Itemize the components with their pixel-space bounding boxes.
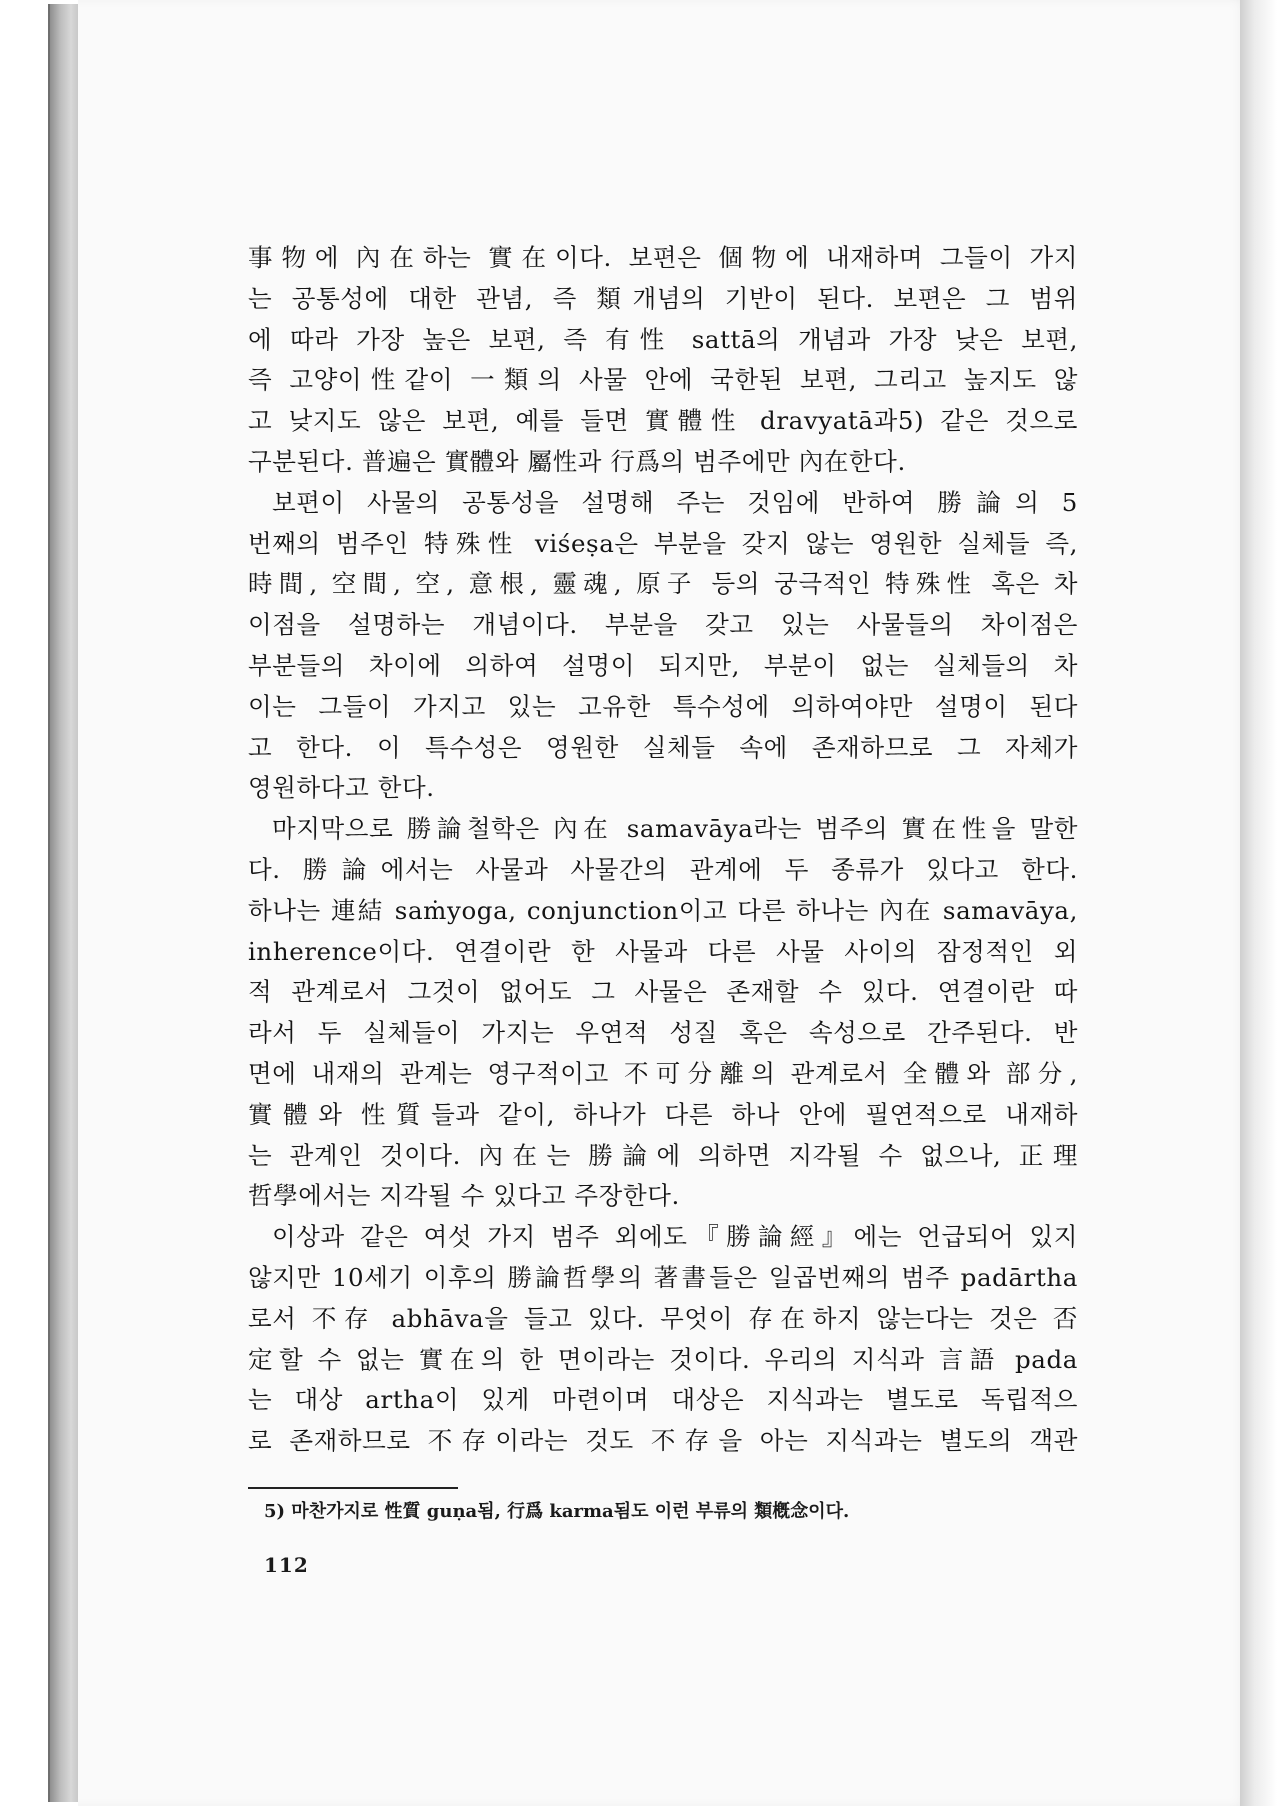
text-line: 事物에 內在하는 實在이다. 보편은 個物에 내재하며 그들이 가지 — [248, 243, 1078, 272]
text-line: 定할 수 없는 實在의 한 면이라는 것이다. 우리의 지식과 言語 pada — [248, 1344, 1078, 1374]
footnote: 5) 마찬가지로 性質 guṇa됨, 行爲 karma됨도 이런 부류의 類槪念이다. — [264, 1501, 850, 1522]
text-line: 는 관계인 것이다. 內在는 勝論에 의하면 지각될 수 없으나, 正理 — [248, 1140, 1078, 1170]
text-line: 다. 勝論에서는 사물과 사물간의 관계에 두 종류가 있다고 한다. — [248, 854, 1078, 884]
text-line: 實體와 性質들과 같이, 하나가 다른 하나 안에 필연적으로 내재하 — [248, 1099, 1078, 1129]
text-line: 하나는 連結 saṁyoga, conjunction이고 다른 하나는 內在 samavāya, — [248, 895, 1078, 925]
text-line: 이는 그들이 가지고 있는 고유한 특수성에 의하여야만 설명이 된다 — [248, 691, 1078, 721]
text-line: 번째의 범주인 特殊性 viśeṣa은 부분을 갖지 않는 영원한 실체들 즉, — [248, 528, 1078, 558]
text-line: 즉 고양이性같이 一類의 사물 안에 국한된 보편, 그리고 높지도 않 — [248, 365, 1078, 395]
text-line: 는 공통성에 대한 관념, 즉 類개념의 기반이 된다. 보편은 그 범위 — [248, 283, 1078, 313]
body-text — [248, 238, 1078, 1462]
text-line: 영원하다고 한다. — [248, 773, 435, 803]
text-line: inherence이다. 연결이란 한 사물과 다른 사물 사이의 잠정적인 외 — [248, 936, 1078, 966]
text-line: 이점을 설명하는 개념이다. 부분을 갖고 있는 사물들의 차이점은 — [248, 610, 1078, 640]
text-line: 마지막으로 勝論철학은 內在 samavāya라는 범주의 實在性을 말한 — [272, 814, 1078, 844]
text-line: 는 대상 artha이 있게 마련이며 대상은 지식과는 별도로 독립적으 — [248, 1385, 1078, 1415]
text-line: 적 관계로서 그것이 없어도 그 사물은 존재할 수 있다. 연결이란 따 — [248, 977, 1078, 1007]
text-line: 구분된다. 普遍은 實體와 屬性과 行爲의 범주에만 內在한다. — [248, 446, 906, 476]
book-spine-edge — [48, 4, 80, 1802]
text-line: 로서 不存 abhāva을 들고 있다. 무엇이 存在하지 않는다는 것은 否 — [248, 1303, 1078, 1333]
text-line: 고 낮지도 않은 보편, 예를 들면 實體性 dravyatā과5) 같은 것으로 — [248, 406, 1078, 436]
text-line: 이상과 같은 여섯 가지 범주 외에도『勝論經』에는 언급되어 있지 — [272, 1222, 1078, 1252]
text-line: 時間, 空間, 空, 意根, 靈魂, 原子 등의 궁극적인 特殊性 혹은 차 — [248, 569, 1078, 599]
text-line: 라서 두 실체들이 가지는 우연적 성질 혹은 속성으로 간주된다. 반 — [248, 1018, 1078, 1048]
text-line: 로 존재하므로 不存이라는 것도 不存을 아는 지식과는 별도의 객관 — [248, 1426, 1078, 1456]
text-line: 보편이 사물의 공통성을 설명해 주는 것임에 반하여 勝論의 5 — [272, 487, 1078, 517]
page-number: 112 — [264, 1553, 309, 1577]
footnote-separator — [248, 1487, 458, 1489]
text-line: 에 따라 가장 높은 보편, 즉 有性 sattā의 개념과 가장 낮은 보편, — [248, 324, 1078, 354]
page-right-shadow — [1240, 0, 1277, 1806]
text-line: 않지만 10세기 이후의 勝論哲學의 著書들은 일곱번째의 범주 padārtha — [248, 1262, 1078, 1292]
text-line: 부분들의 차이에 의하여 설명이 되지만, 부분이 없는 실체들의 차 — [248, 650, 1078, 680]
text-line: 고 한다. 이 특수성은 영원한 실체들 속에 존재하므로 그 자체가 — [248, 732, 1078, 762]
text-line: 哲學에서는 지각될 수 있다고 주장한다. — [248, 1181, 680, 1211]
text-line: 면에 내재의 관계는 영구적이고 不可分離의 관계로서 全體와 部分, — [248, 1058, 1078, 1088]
